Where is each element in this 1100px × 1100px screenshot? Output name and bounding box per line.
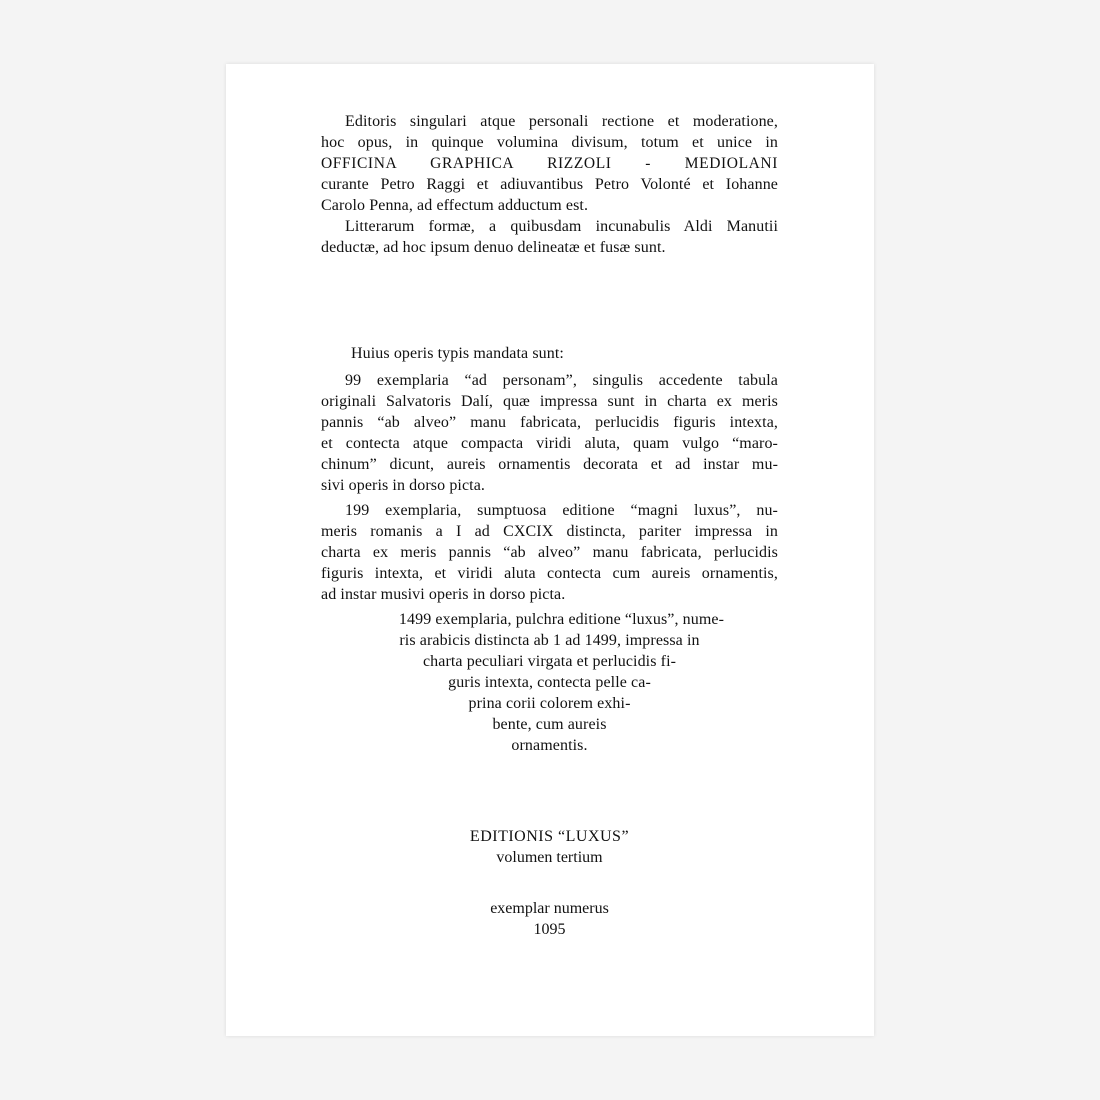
edition-item-magni-luxus	[321, 500, 778, 605]
text-line: sivi operis in dorso picta.	[321, 477, 486, 494]
text-line: guris intexta, contecta pelle ca‐	[448, 674, 651, 691]
edition-heading: Huius operis typis mandata sunt:	[351, 345, 564, 362]
volume-subtitle: volumen tertium	[496, 849, 603, 866]
printer-name-line: OFFICINA GRAPHICA RIZZOLI ‐ MEDIOLANI	[321, 155, 778, 172]
text-line: charta peculiari virgata et perlucidis fi‐	[422, 653, 677, 670]
edition-block	[321, 343, 778, 756]
text-line: prina corii colorem exhi‐	[468, 695, 631, 712]
type-paragraph	[321, 216, 778, 258]
text-line: 99 exemplaria “ad personam”, singulis accedente tabula	[345, 372, 778, 389]
text-line: 199 exemplaria, sumptuosa editione “magni luxus”, nu‐	[345, 502, 778, 519]
exemplar-block	[321, 898, 778, 940]
text-line: ornamentis.	[511, 737, 588, 754]
text-line: originali Salvatoris Dalí, quæ impressa sunt in charta ex meris	[321, 393, 778, 410]
edition-item-luxus	[321, 609, 778, 756]
edition-item-personam	[321, 370, 778, 496]
text-line: curante Petro Raggi et adiuvantibus Petro Volonté et Iohanne	[321, 176, 778, 193]
text-line: pannis “ab alveo” manu fabricata, perlucidis figuris intexta,	[321, 414, 778, 431]
volume-title-block	[321, 826, 778, 868]
text-line: Carolo Penna, ad effectum adductum est.	[321, 197, 589, 214]
book-page	[226, 64, 874, 1036]
text-line: chinum” dicunt, aureis ornamentis decorata et ad instar mu‐	[321, 456, 778, 473]
text-line: hoc opus, in quinque volumina divisum, totum et unice in	[321, 134, 778, 151]
text-line: figuris intexta, et viridi aluta contecta cum aureis ornamentis,	[321, 565, 778, 582]
volume-title: EDITIONIS “LUXUS”	[469, 828, 630, 845]
text-line: bente, cum aureis	[492, 716, 607, 733]
colophon-paragraph	[321, 111, 778, 216]
text-line: Editoris singulari atque personali rectione et moderatione,	[345, 113, 778, 130]
exemplar-number: 1095	[533, 921, 566, 938]
colophon-block	[321, 111, 778, 258]
text-line: charta ex meris pannis “ab alveo” manu fabricata, perlucidis	[321, 544, 778, 561]
text-line: deductæ, ad hoc ipsum denuo delineatæ et fusæ sunt.	[321, 239, 666, 256]
exemplar-label: exemplar numerus	[490, 900, 609, 917]
text-line: 1499 exemplaria, pulchra editione “luxus”, nume‐	[398, 611, 725, 628]
text-line: Litterarum formæ, a quibusdam incunabulis Aldi Manutii	[345, 218, 778, 235]
text-line: ad instar musivi operis in dorso picta.	[321, 586, 566, 603]
text-line: et contecta atque compacta viridi aluta, quam vulgo “maro‐	[321, 435, 778, 452]
text-line: ris arabicis distincta ab 1 ad 1499, impressa in	[399, 632, 700, 649]
text-line: meris romanis a I ad CXCIX distincta, pariter impressa in	[321, 523, 778, 540]
